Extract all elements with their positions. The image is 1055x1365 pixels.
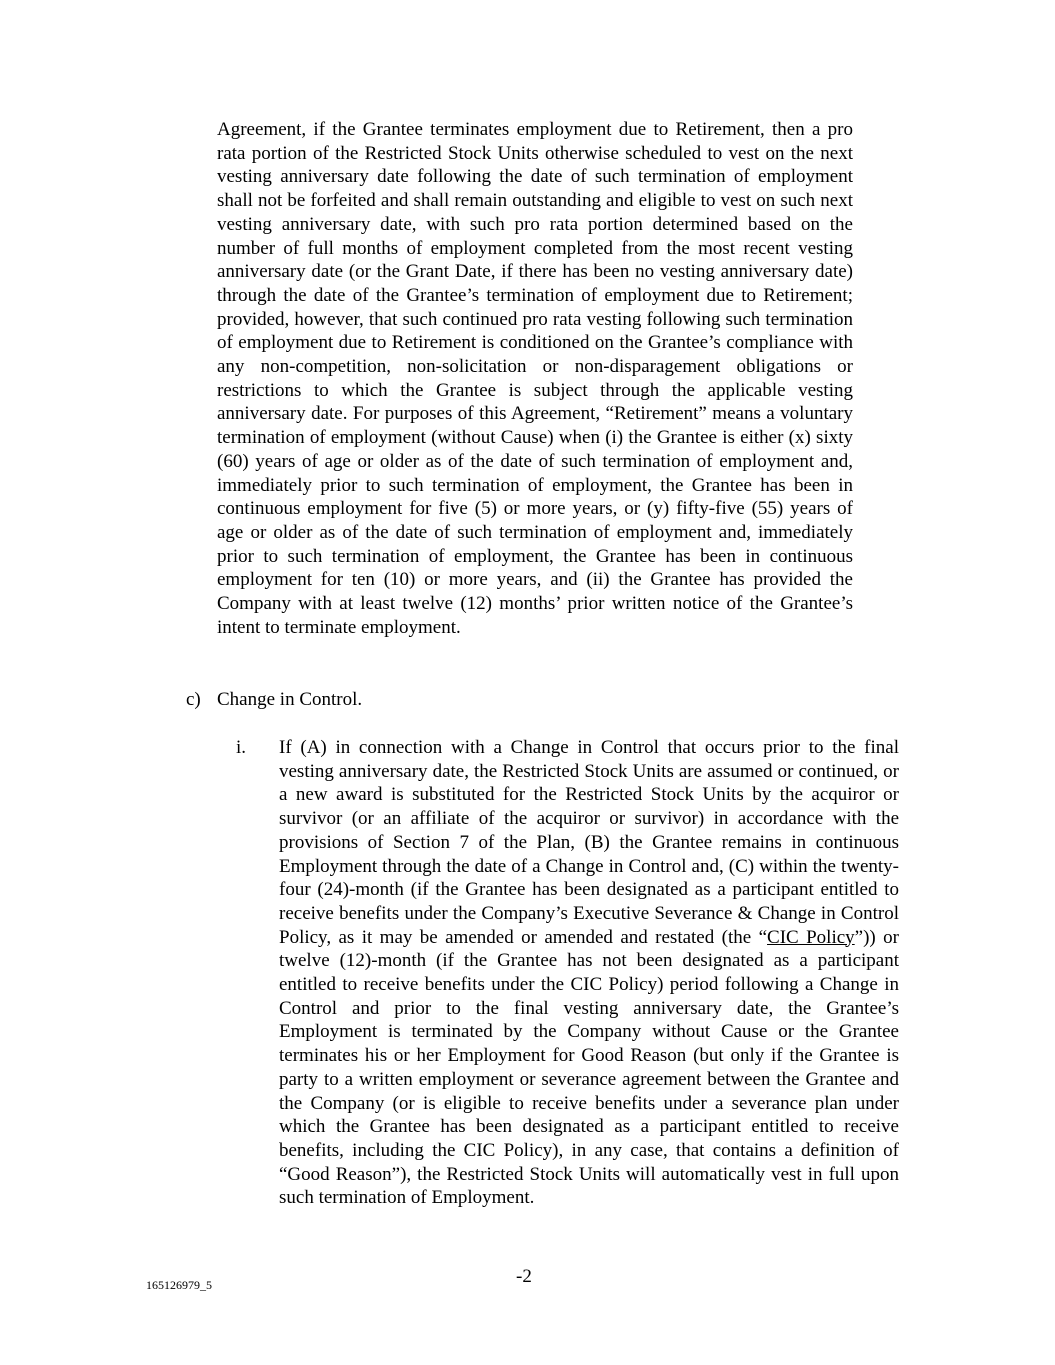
list-item-marker: i. — [236, 737, 247, 758]
subsection-heading — [186, 688, 586, 712]
subsection-marker: c) — [186, 689, 201, 710]
subsection-title: Change in Control. — [217, 689, 363, 710]
continued-paragraph: Agreement, if the Grantee terminates employment due to Retirement, then a pro rata portion of the Restricted Stock Units otherwise scheduled to vest on the next vesting anniversary date following the date of such termination of employment shall not be forfeited and shall remain outstanding and eligible to vest on such next vesting anniversary date, with such pro rata portion determined based on the number of full months of employment completed from the most recent vesting anniversary date (or the Grant Date, if there has been no vesting anniversary date) through the date of the Grantee’s termination of employment due to Retirement; provided, however, that such continued pro rata vesting following such termination of employment due to Retirement is conditioned on the Grantee’s compliance with any non-competition, non-solicitation or non-disparagement obligations or restrictions to which the Grantee is subject through the applicable vesting anniversary date. For purposes of this Agreement, “Retirement” means a voluntary termination of employment (without Cause) when (i) the Grantee is either (x) sixty (60) years of age or older as of the date of such termination of employment and, immediately prior to such termination of employment, the Grantee has been in continuous employment for five (5) or more years, or (y) fifty-five (55) years of age or older as of the date of such termination of employment and, immediately prior to such termination of employment, the Grantee has been in continuous employment for ten (10) or more years, and (ii) the Grantee has provided the Company with at least twelve (12) months’ prior written notice of the Grantee’s intent to terminate employment. — [217, 119, 853, 638]
page-number: -2 — [516, 1266, 532, 1287]
list-item-body — [279, 736, 899, 1210]
list-item-text-after: ”)) or twelve (12)-month (if the Grantee has not been designated as a participant entitled to receive benefits under the CIC Policy) period following a Change in Control and prior to the final vesting anniversary date, the Grantee’s Employment is terminated by the Company without Cause or the Grantee terminates his or her Employment for Good Reason (but only if the Grantee is party to a written employment or severance agreement between the Grantee and the Company (or is eligible to receive benefits under a severance plan under which the Grantee has been designated as a participant entitled to receive benefits, including the CIC Policy), in any case, that contains a definition of “Good Reason”), the Restricted Stock Units will automatically vest in full upon such termination of Employment. — [279, 926, 899, 1209]
defined-term-cic-policy: CIC Policy — [767, 926, 855, 948]
list-item-text-before: If (A) in connection with a Change in Control that occurs prior to the final vesting anniversary date, the Restricted Stock Units are assumed or continued, or a new award is substituted for the Restricted Stock Units by the acquiror or survivor (or an affiliate of the acquiror or survivor) in accordance with the provisions of Section 7 of the Plan, (B) the Grantee remains in continuous Employment through the date of a Change in Control and, (C) within the twenty-four (24)-month (if the Grantee has been designated as a participant entitled to receive benefits under the Company’s Executive Severance & Change in Control Policy, as it may be amended or amended and restated (the “ — [279, 737, 899, 948]
document-id: 165126979_5 — [146, 1278, 212, 1292]
